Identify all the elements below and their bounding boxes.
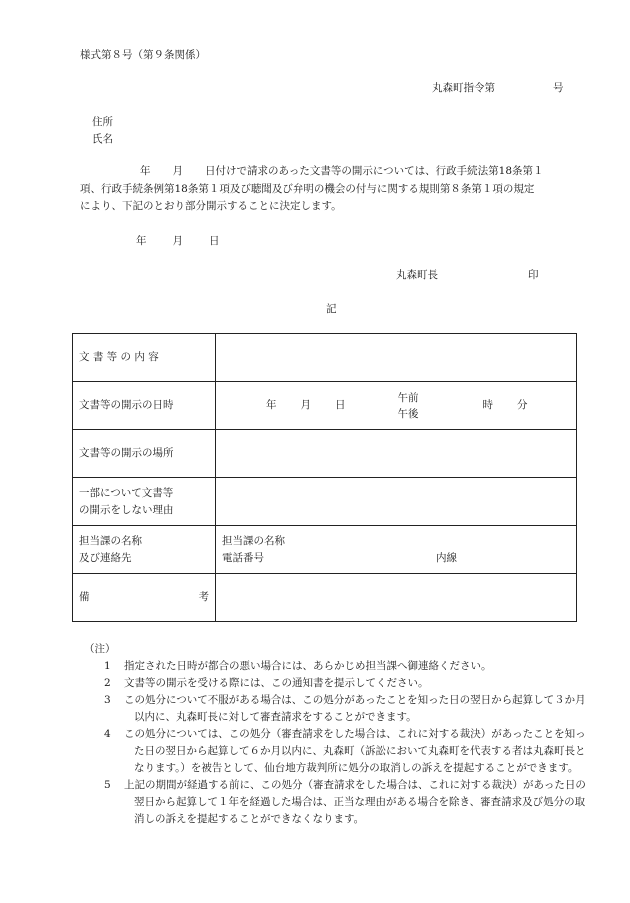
note-text: 指定された日時が都合の悪い場合には、あらかじめ担当課へ御連絡ください。 [124, 660, 492, 672]
dt-minute: 分 [517, 399, 528, 412]
row5-label-line1: 担当課の名称 [79, 534, 142, 547]
table-row [73, 478, 577, 526]
dt-day: 日 [335, 399, 346, 412]
notes-section [80, 641, 592, 828]
table-row [73, 382, 577, 430]
body-month: 月 [172, 165, 183, 177]
address-label: 住所 [92, 116, 113, 128]
label-disclosure-datetime: 文書等の開示の日時 [73, 382, 216, 430]
note-item [80, 658, 592, 675]
issue-date [136, 233, 220, 249]
row4-label-line1: 一部について文書等 [79, 486, 174, 499]
note-number: 2 [104, 677, 111, 689]
issuer-name: 丸森町長 [396, 269, 438, 281]
remarks-label-1: 備 [79, 591, 90, 604]
dt-am: 午前 [397, 391, 419, 404]
value-disclosure-place[interactable] [216, 430, 577, 478]
doc-number-suffix: 号 [553, 82, 564, 94]
ki-heading: 記 [326, 303, 337, 315]
table-row [73, 430, 577, 478]
table-row [73, 334, 577, 382]
seal-mark: 印 [528, 269, 539, 281]
am-pm [398, 390, 419, 422]
document-number [432, 80, 564, 96]
note-number: 3 [104, 694, 111, 706]
note-item [80, 777, 592, 828]
signature-line [396, 267, 539, 283]
note-text: この処分について不服がある場合は、この処分があったことを知った日の翌日から起算して３か月以内に、丸森町長に対して審査請求をすることができます。 [124, 694, 586, 723]
dt-pm: 午後 [397, 407, 419, 420]
body-line1-rest: 日付けで請求のあった文書等の開示については、行政手続法第18条第１ [205, 165, 544, 177]
note-number: 4 [104, 728, 111, 740]
body-line-1 [80, 163, 588, 181]
row5-label-line2: 及び連絡先 [79, 551, 132, 564]
extension-label: 内線 [436, 551, 457, 564]
notes-heading: （注） [84, 643, 116, 655]
issue-month: 月 [172, 235, 183, 247]
body-line-2: 項、行政手続条例第18条第１項及び聴聞及び弁明の機会の付与に関する規則第８条第１項の規定 [80, 182, 535, 195]
table-row [73, 574, 577, 622]
decision-body [80, 163, 588, 216]
value-document-content[interactable] [216, 334, 577, 382]
value-nondisclosure-reason[interactable] [216, 478, 577, 526]
value-department-contact[interactable] [216, 526, 577, 574]
note-number: 1 [104, 660, 111, 672]
value-disclosure-datetime[interactable] [216, 382, 577, 430]
table-row [73, 526, 577, 574]
dept-name-label: 担当課の名称 [222, 534, 285, 547]
body-line-3: により、下記のとおり部分開示することに決定します。 [80, 200, 342, 212]
note-text: 上記の期間が経過する前に、この処分（審査請求をした場合は、これに対する裁決）があった日の翌日から起算して１年を経過した場合は、正当な理由がある場合を除き、審査請求及び処分の取消しの訴えを提起することができなくなります。 [124, 779, 586, 825]
dt-year: 年 [266, 399, 277, 412]
note-text: 文書等の開示を受ける際には、この通知書を提示してください。 [124, 677, 429, 689]
row1-label-text: 文 書 等 の 内 容 [79, 351, 159, 364]
note-item [80, 675, 592, 692]
note-text: この処分については、この処分（審査請求をした場合は、これに対する裁決）があったことを知った日の翌日から起算して６か月以内に、丸森町（訴訟において丸森町を代表する者は丸森町長となります。）を被告として、仙台地方裁判所に処分の取消しの訴えを提起することができます。 [124, 728, 586, 774]
note-item [80, 726, 592, 777]
dt-month: 月 [300, 399, 311, 412]
doc-number-prefix: 丸森町指令第 [432, 82, 495, 94]
disclosure-table [72, 333, 577, 622]
label-department-contact [73, 526, 216, 574]
name-label: 氏名 [92, 133, 113, 145]
form-number: 様式第８号（第９条関係） [80, 49, 206, 61]
remarks-label-2: 考 [198, 591, 209, 604]
addressee-block [92, 114, 113, 148]
issue-day: 日 [209, 235, 220, 247]
phone-label: 電話番号 [222, 551, 264, 564]
label-disclosure-place: 文書等の開示の場所 [73, 430, 216, 478]
issue-year: 年 [136, 235, 147, 247]
note-number: 5 [104, 779, 111, 791]
label-nondisclosure-reason [73, 478, 216, 526]
note-item [80, 692, 592, 726]
row4-label-line2: の開示をしない理由 [79, 503, 174, 516]
value-remarks[interactable] [216, 574, 577, 622]
dt-hour: 時 [482, 399, 493, 412]
body-year: 年 [140, 165, 151, 177]
label-document-content [73, 334, 216, 382]
label-remarks [73, 574, 216, 622]
